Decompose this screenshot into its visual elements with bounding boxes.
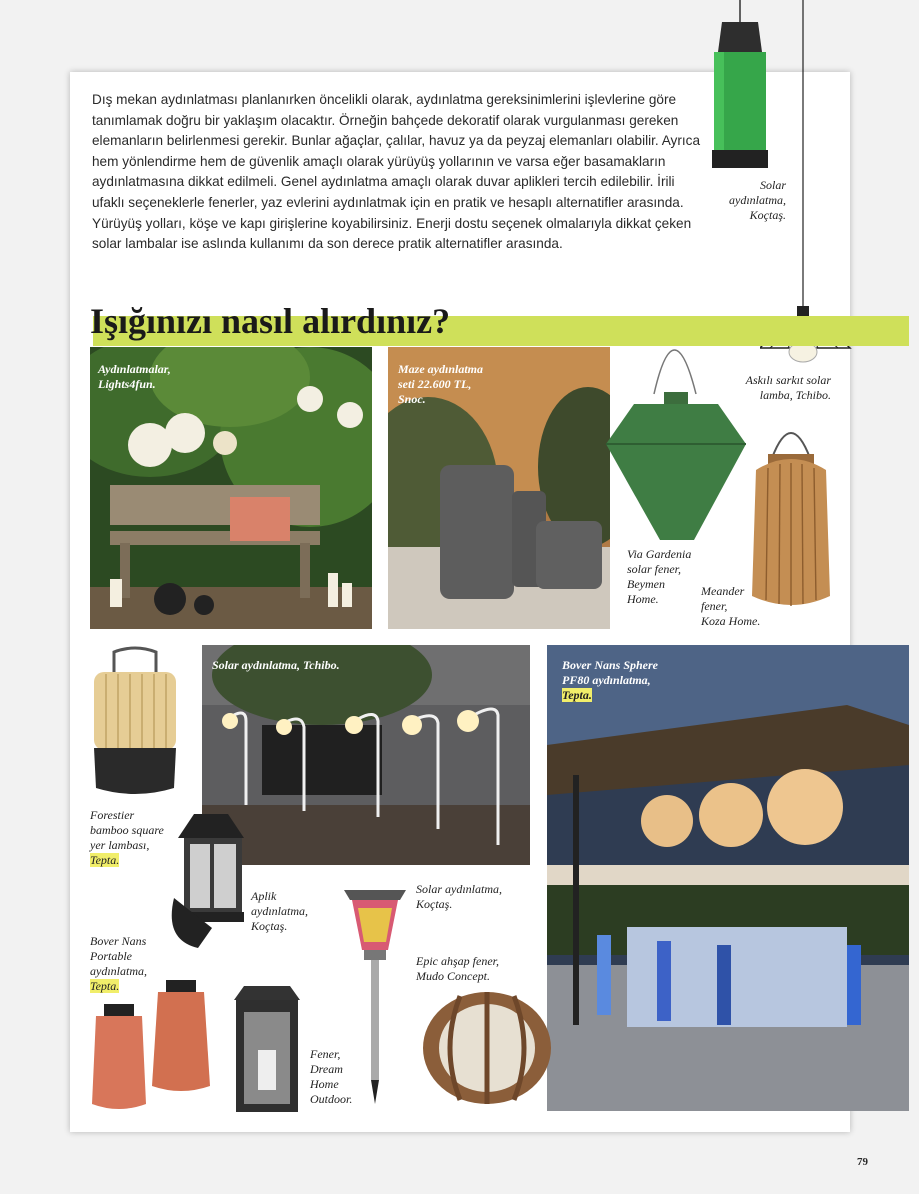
caption-bover-portable: Bover Nans Portable aydınlatma, Tepta. — [90, 934, 147, 993]
pergola-dining-photo — [547, 645, 909, 1111]
epic-wooden-lantern-image — [420, 990, 554, 1108]
caption-maze: Maze aydınlatma seti 22.600 TL, Snoc. — [398, 362, 484, 406]
caption-solar-koctas-mid: Solar aydınlatma, Koçtaş. — [416, 882, 502, 911]
caption-forestier: Forestier bamboo square yer lambası, Tepta. — [90, 808, 164, 867]
dream-home-lantern-image — [230, 984, 304, 1114]
forestier-bamboo-lamp-image — [88, 644, 182, 804]
page-heading: Işığınızı nasıl alırdınız? — [90, 301, 451, 341]
caption-solar-koctas-top: Solar aydınlatma, Koçtaş. — [729, 178, 786, 222]
caption-epic: Epic ahşap fener, Mudo Concept. — [416, 954, 499, 983]
caption-fener-dream: Fener, Dream Home Outdoor. — [310, 1047, 353, 1106]
caption-meander: Meander fener, Koza Home. — [701, 584, 761, 628]
caption-aplik: Aplik aydınlatma, Koçtaş. — [251, 889, 308, 933]
green-solar-lantern-image — [604, 316, 750, 546]
aplik-wall-lantern-image — [168, 808, 254, 958]
meander-bamboo-lantern-image — [748, 418, 834, 612]
caption-solar-tchibo: Solar aydınlatma, Tchibo. — [212, 658, 340, 672]
caption-bover-sphere: Bover Nans Sphere PF80 aydınlatma, Tepta. — [562, 658, 659, 702]
caption-gardenia: Via Gardenia solar fener, Beymen Home. — [627, 547, 692, 606]
bover-portable-lamps-image — [90, 976, 216, 1114]
page-number: 79 — [857, 1156, 868, 1168]
caption-lights4fun: Aydınlatmalar, Lights4fun. — [98, 362, 171, 391]
wire-pendant-lamp-image — [760, 0, 860, 370]
intro-paragraph: Dış mekan aydınlatması planlanırken öncelikli olarak, aydınlatma gereksinimlerini işlevlerine göre tanımlamak doğru bir yaklaşım olacaktır. Örneğin bahçede dekoratif olarak vurgulanması gereken elemanların belirlenmesi gerekir. Bunlar ağaçlar, çalılar, havuz ya da peyzaj elemanları olabilir. Ayrıca hem yönlendirme hem de güvenlik amaçlı olarak yürüyüş yollarının ve varsa eğer basamakların aydınlatmasına dikkat edilmeli. Genel aydınlatma amaçlı olarak duvar aplikleri tercih edilebilir. İrili ufaklı seçeneklerle fenerler, yaz evlerini aydınlatmak için en pratik ve hesaplı alternatifler arasında. Yürüyüş yolları, köşe ve kapı girişlerine koyabilirsiniz. Enerji dostu seçenek olmalarıyla dikkat çeken solar lambalar ise aslında kullanımı da son derece pratik alternatifler arasında. — [92, 92, 701, 252]
caption-askili: Askılı sarkıt solar lamba, Tchibo. — [745, 373, 831, 402]
